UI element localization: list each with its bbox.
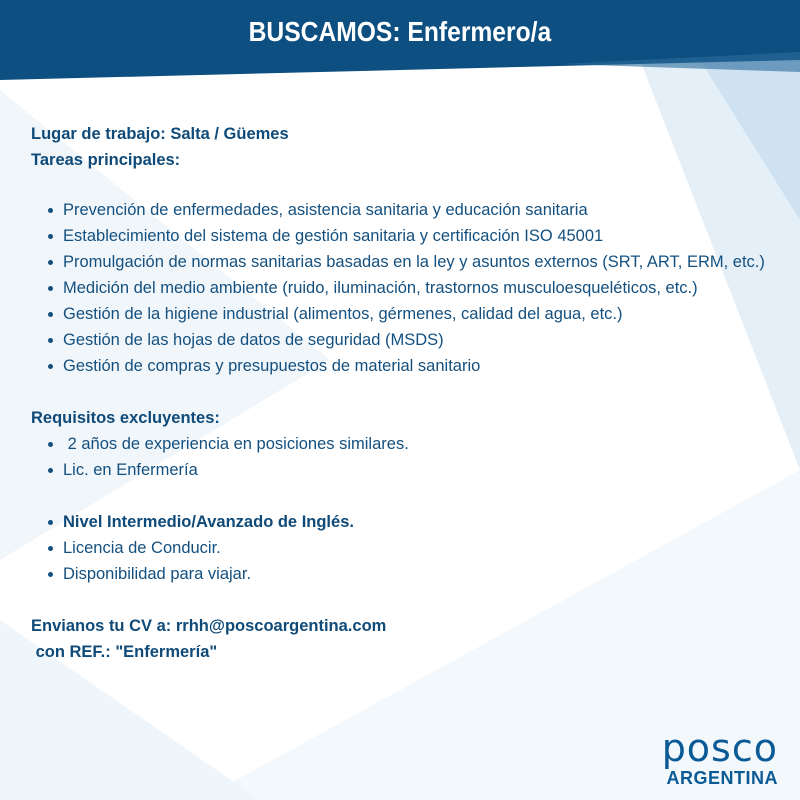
contact-email: Envianos tu CV a: rrhh@poscoargentina.com xyxy=(31,617,387,635)
header-banner xyxy=(0,0,800,64)
logo-subtitle: ARGENTINA xyxy=(666,768,778,788)
requirements-list-2 xyxy=(31,509,791,587)
list-item: Promulgación de normas sanitarias basadas en la ley y asuntos externos (SRT, ART, ERM, etc.) xyxy=(31,249,791,275)
contact-reference: con REF.: "Enfermería" xyxy=(31,643,218,661)
posco-logo-icon xyxy=(662,726,778,788)
list-item: 2 años de experiencia en posiciones similares. xyxy=(31,431,791,457)
tasks-list xyxy=(31,197,791,379)
location-line: Lugar de trabajo: Salta / Güemes xyxy=(31,125,289,143)
requirements-heading: Requisitos excluyentes: xyxy=(31,409,220,427)
list-item: Licencia de Conducir. xyxy=(31,535,791,561)
list-item: Disponibilidad para viajar. xyxy=(31,561,791,587)
list-item: Lic. en Enfermería xyxy=(31,457,791,483)
list-item: Prevención de enfermedades, asistencia sanitaria y educación sanitaria xyxy=(31,197,791,223)
job-description xyxy=(31,121,791,665)
tasks-heading: Tareas principales: xyxy=(31,151,181,169)
page-title: BUSCAMOS: Enfermero/a xyxy=(248,16,552,47)
list-item: Establecimiento del sistema de gestión sanitaria y certificación ISO 45001 xyxy=(31,223,791,249)
list-item: Nivel Intermedio/Avanzado de Inglés. xyxy=(31,509,791,535)
list-item: Medición del medio ambiente (ruido, iluminación, trastornos musculoesqueléticos, etc.) xyxy=(31,275,791,301)
list-item: Gestión de la higiene industrial (alimentos, gérmenes, calidad del agua, etc.) xyxy=(31,301,791,327)
logo-wordmark: posco xyxy=(661,726,778,770)
requirements-list xyxy=(31,431,791,483)
list-item: Gestión de las hojas de datos de seguridad (MSDS) xyxy=(31,327,791,353)
list-item: Gestión de compras y presupuestos de material sanitario xyxy=(31,353,791,379)
